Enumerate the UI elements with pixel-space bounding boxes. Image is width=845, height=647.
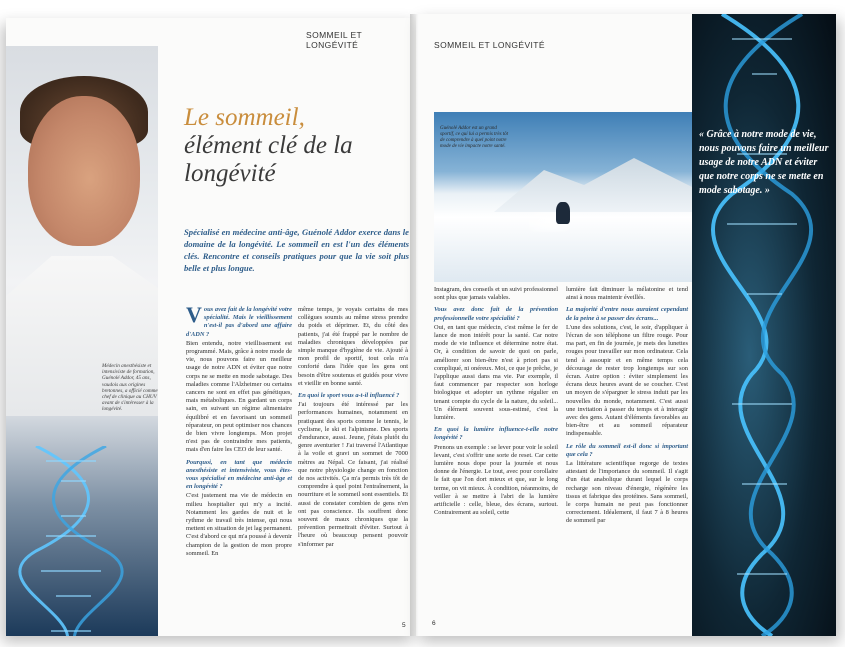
answer: Bien entendu, notre vieillissement est programmé. Mais, grâce à notre mode de vie, nous pouvons faire un meilleur usage de notre ADN et éviter que notre corps ne se mette en mode sabotage. Des maladies comme l'Alzheimer ou certains cancers ne sont en effet pas génétiques, mais métaboliques. En gardant un corps sain, en suivant un régime alimentaire équilibré et en favorisant un sommeil réparateur, on peut optimiser nos chances de bien vivre longtemps. Mon projet n'est pas de contraindre mes patients, mais d'en faire les CEO de leur santé. [186, 339, 292, 454]
article-title-rest: élément clé de la longévité [184, 132, 353, 187]
answer: C'est justement ma vie de médecin en milieu hospitalier qui m'y a incité. Notamment les gardes de nuit et le rythme de travail très intense, qui nous mettent en situation de jet lag permanent. C'est d'abord ce qui m'a poussé à devenir champion de la gestion de mon propre sommeil. En [186, 492, 292, 557]
page-gutter-shadow [410, 14, 424, 636]
text-column-3 [434, 286, 558, 519]
answer: Instagram, des conseils et un suivi professionnel sont plus que jamais valables. [434, 286, 558, 302]
mountain-shape [494, 152, 692, 212]
article-title [184, 104, 404, 188]
left-page [6, 18, 416, 636]
answer: La littérature scientifique regorge de textes attestant de l'importance du sommeil. Il s'agit d'un état anabolique durant lequel le corps recharge son niveau d'énergie, régénère les tissus et fabrique des protéines. Sans sommeil, le corps humain ne peut pas fonctionner correctement. Idéalement, il faut 7 à 8 heures de sommeil par [566, 460, 688, 525]
answer: J'ai toujours été intéressé par les performances humaines, notamment en pratiquant des sports comme le tennis, le cyclisme, le ski et l'alpinisme. Des sports d'endurance, aussi. Jeune, j'étais plutôt du genre aventurier ! J'ai traversé l'Atlantique à la voile et gravi un sommet de 7000 mètres au Népal. Ce faisant, j'ai réalisé que notre physiologie change en fonction de nos activités. Ça m'a permis très tôt de comprendre à quel point l'entraînement, la nourriture et le sommeil sont essentiels. Et aussi de constater combien de gens n'en ont pas conscience. Ils souffrent donc souvent de maux chroniques que la prévention permettrait d'éviter. Surtout à l'heure où beaucoup pensent pouvoir s'informer par [298, 401, 408, 548]
answer: Prenons un exemple : se lever pour voir le soleil levant, c'est s'offrir une sorte de reset. Car cette lumière nous dope pour la journée et nous donne de l'énergie. Le tout, avec pour corollaire le fait que l'on dort mieux et que, sur le long terme, on vit mieux. À condition, néanmoins, de veiller à se mettre à l'abri de la lumière artificielle : celle, bleue, des écrans, surtout. Contrairement au soleil, cette [434, 443, 558, 517]
skier-figure [556, 202, 570, 224]
question: La majorité d'entre nous auraient cependant de la peine à se passer des écrans... [566, 306, 688, 322]
answer: même temps, je voyais certains de mes collègues soumis au même stress prendre du poids et déprimer. Et, du côté des patients, j'ai été frappé par le nombre de maladies chroniques développées par simple manque d'hygiène de vie. Ajouté à mon profil de sportif, tout cela m'a conforté dans l'idée que les gens ont besoin d'être soutenus et guidés pour vivre et vieillir en bonne santé. [298, 306, 408, 387]
page-number: 5 [402, 622, 406, 629]
pull-quote: « Grâce à notre mode de vie, nous pouvons faire un meilleur usage de notre ADN et éviter que notre corps ne se mette en mode sabotage. » [699, 129, 829, 196]
question: Vous avez donc fait de la prévention professionnelle votre spécialité ? [434, 306, 558, 322]
section-header: SOMMEIL ET LONGÉVITÉ [306, 30, 362, 50]
drop-cap: V [186, 302, 202, 327]
text-column-4 [566, 286, 688, 528]
dna-panel [692, 14, 836, 636]
question: ous avez fait de la longévité votre spécialité. Mais le vieillissement n'est-il pas d'abord une affaire d'ADN ? [186, 306, 292, 338]
question: Pourquoi, en tant que médecin anesthésiste et intensiviste, vous êtes-vous spécialisé en médecine anti-âge et en longévité ? [186, 458, 292, 491]
right-page [416, 14, 836, 636]
answer: lumière fait diminuer la mélatonine et tend ainsi à nous maintenir éveillés. [566, 286, 688, 302]
article-intro: Spécialisé en médecine anti-âge, Guénolé Addor exerce dans le domaine de la longévité. Le sommeil en est l'un des éléments clés. Rencontre et conseils pratiques pour que la vie soit plus belle et plus longue. [184, 227, 409, 273]
text-column-2 [298, 306, 408, 551]
text-column-1 [186, 302, 292, 560]
question: Le rôle du sommeil est-il donc si important que cela ? [566, 442, 688, 458]
article-title-accent: Le sommeil, [184, 104, 305, 131]
question: En quoi le sport vous a-t-il influencé ? [298, 392, 400, 400]
section-header: SOMMEIL ET LONGÉVITÉ [434, 40, 545, 50]
question: En quoi la lumière influence-t-elle notre longévité ? [434, 426, 558, 442]
skiing-caption: Guénolé Addor est un grand sportif, ce qui lui a permis très tôt de comprendre à quel point notre mode de vie impacte notre santé. [440, 126, 509, 149]
page-number: 6 [432, 620, 436, 627]
portrait-face [28, 96, 140, 246]
answer: L'une des solutions, c'est, le soir, d'appliquer à l'écran de son téléphone un filtre rouge. Pour ma part, en fin de journée, je mets des lunettes rouges pour travailler sur mon ordinateur. Cela tend à assoupir et en même temps cela décourage de rester trop longtemps sur son écran. Autre option : éviter simplement les écrans deux heures avant de se coucher. C'est un moyen de s'épargner le stress induit par les nouvelles du monde, notamment. C'est aussi une invitation à passer du temps et à interagir avec des gens. Autant d'éléments favorables au bien-être et au sommeil réparateur indispensable. [566, 323, 688, 438]
portrait-photo [6, 46, 158, 636]
portrait-caption: Médecin anesthésiste et intensiviste de formation, Guénolé Addor, 45 ans, vaudois aux origines bretonnes, a officié comme chef de clinique au CHUV avant de s'intéresser à la longévité. [102, 363, 158, 413]
answer: Oui, en tant que médecin, c'est même le fer de lance de mon intérêt pour la santé. Car notre mode de vie influence et détermine notre état. Or, à condition de savoir de quoi on parle, améliorer son bien-être n'est à priori pas si compliqué, ni onéreux. Moi, ce que je prêche, je l'applique aussi dans ma vie. Par exemple, il faut commencer par respecter son horloge biologique et adopter un rythme régulier en tenant compte du cycle de la nature, du soleil... Un élément souvent sous-estimé, c'est la lumière. [434, 323, 558, 422]
dna-helix-graphic [692, 14, 836, 636]
dna-helix-graphic [16, 446, 136, 636]
